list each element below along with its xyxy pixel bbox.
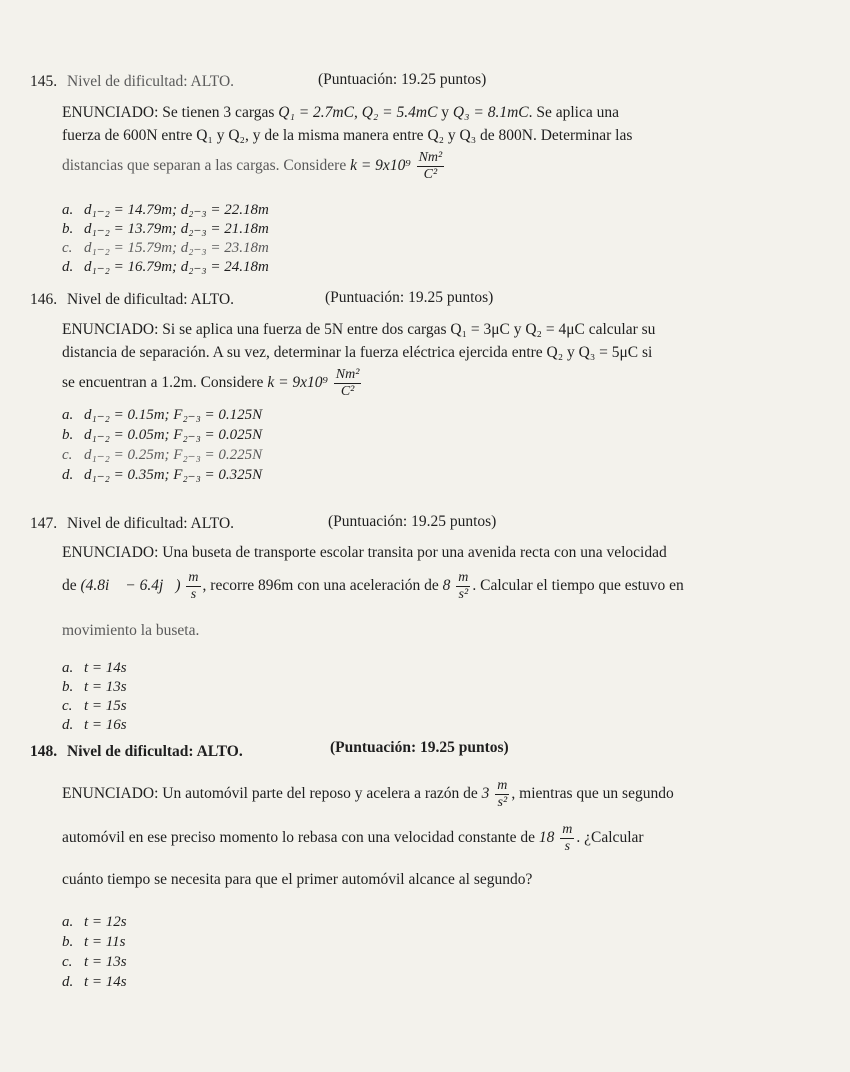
option-c[interactable]: c. d₁₋₂ = 0.25m; F₂₋₃ = 0.225N: [62, 447, 263, 463]
option-b[interactable]: b. d₁₋₂ = 13.79m; d₂₋₃ = 21.18m: [62, 221, 269, 237]
constant-units-fraction: $\frac{\text{Nm²}}{\text{C²}}$: [418, 150, 443, 182]
statement-line-3: distancias que separan a las cargas. Considere k = 9x10⁹ $\frac{\text{Nm²}}{\text{C²}}$: [62, 150, 443, 182]
option-c[interactable]: c. d₁₋₂ = 15.79m; d₂₋₃ = 23.18m: [62, 240, 269, 256]
acceleration-units-fraction: $\frac{m}{\text{s²}}$: [497, 778, 508, 810]
option-c[interactable]: c. t = 15s: [62, 698, 127, 714]
question-number: 147.: [30, 515, 58, 532]
option-d[interactable]: d. t = 16s: [62, 717, 127, 733]
statement-line-2: automóvil en ese preciso momento lo rebasa con una velocidad constante de 18 $\frac{m}{s}$ . ¿Calcular: [62, 822, 644, 854]
option-b[interactable]: b. d₁₋₂ = 0.05m; F₂₋₃ = 0.025N: [62, 427, 263, 443]
question-header: [30, 73, 234, 91]
question-number: 146.: [30, 291, 58, 308]
score: (Puntuación: 19.25 puntos): [328, 513, 497, 530]
option-a[interactable]: a. d₁₋₂ = 14.79m; d₂₋₃ = 22.18m: [62, 202, 269, 218]
statement-line-1: ENUNCIADO: Si se aplica una fuerza de 5N entre dos cargas Q₁ = 3μC y Q₂ = 4μC calcular su: [62, 321, 656, 338]
option-d[interactable]: d. d₁₋₂ = 16.79m; d₂₋₃ = 24.18m: [62, 259, 269, 275]
option-b[interactable]: b. t = 13s: [62, 679, 127, 695]
statement-line-3: movimiento la buseta.: [62, 622, 200, 639]
option-a[interactable]: a. t = 14s: [62, 660, 127, 676]
statement-line-2: de (4.8i⃗ − 6.4j⃗) $\frac{m}{s}$ , recorre 896m con una aceleración de 8 $\frac{m}{\text{s²}}$ . Calcular el tiempo que estuvo en: [62, 570, 684, 602]
option-a[interactable]: a. t = 12s: [62, 914, 127, 930]
statement-line-3: se encuentran a 1.2m. Considere k = 9x10⁹ $\frac{\text{Nm²}}{\text{C²}}$: [62, 367, 360, 399]
statement-line-2: fuerza de 600N entre Q₁ y Q₂, y de la misma manera entre Q₂ y Q₃ de 800N. Determinar las: [62, 127, 633, 144]
score: (Puntuación: 19.25 puntos): [325, 289, 494, 306]
statement-line-1: ENUNCIADO: Un automóvil parte del reposo y acelera a razón de 3 $\frac{m}{\text{s²}}$ , mientras que un segundo: [62, 778, 674, 810]
score: (Puntuación: 19.25 puntos): [318, 71, 487, 88]
constant-units-fraction: $\frac{\text{Nm²}}{\text{C²}}$: [335, 367, 360, 399]
question-header: [30, 743, 243, 761]
option-d[interactable]: d. t = 14s: [62, 974, 127, 990]
option-c[interactable]: c. t = 13s: [62, 954, 127, 970]
acceleration-units-fraction: $\frac{m}{\text{s²}}$: [458, 570, 469, 602]
question-header: [30, 515, 234, 533]
score: (Puntuación: 19.25 puntos): [330, 739, 509, 756]
difficulty-level: Nivel de dificultad: ALTO.: [67, 743, 243, 760]
difficulty-level: Nivel de dificultad: ALTO.: [67, 515, 235, 532]
difficulty-level: Nivel de dificultad: ALTO.: [67, 291, 235, 308]
statement-line-1: ENUNCIADO: Una buseta de transporte escolar transita por una avenida recta con una velocidad: [62, 544, 667, 561]
difficulty-level: Nivel de dificultad: ALTO.: [67, 73, 235, 90]
option-a[interactable]: a. d₁₋₂ = 0.15m; F₂₋₃ = 0.125N: [62, 407, 263, 423]
velocity-units-fraction: $\frac{m}{s}$: [188, 570, 199, 602]
statement-line-3: cuánto tiempo se necesita para que el primer automóvil alcance al segundo?: [62, 871, 533, 888]
velocity-units-fraction: $\frac{m}{s}$: [562, 822, 573, 854]
question-number: 145.: [30, 73, 58, 90]
statement-line-1: ENUNCIADO: Se tienen 3 cargas Q₁ = 2.7mC, Q₂ = 5.4mC y Q₃ = 8.1mC. Se aplica una: [62, 104, 619, 121]
option-d[interactable]: d. d₁₋₂ = 0.35m; F₂₋₃ = 0.325N: [62, 467, 263, 483]
statement-line-2: distancia de separación. A su vez, determinar la fuerza eléctrica ejercida entre Q₂ y Q₃ = 5μC si: [62, 344, 653, 361]
question-header: [30, 291, 234, 309]
option-b[interactable]: b. t = 11s: [62, 934, 126, 950]
question-number: 148.: [30, 743, 58, 760]
